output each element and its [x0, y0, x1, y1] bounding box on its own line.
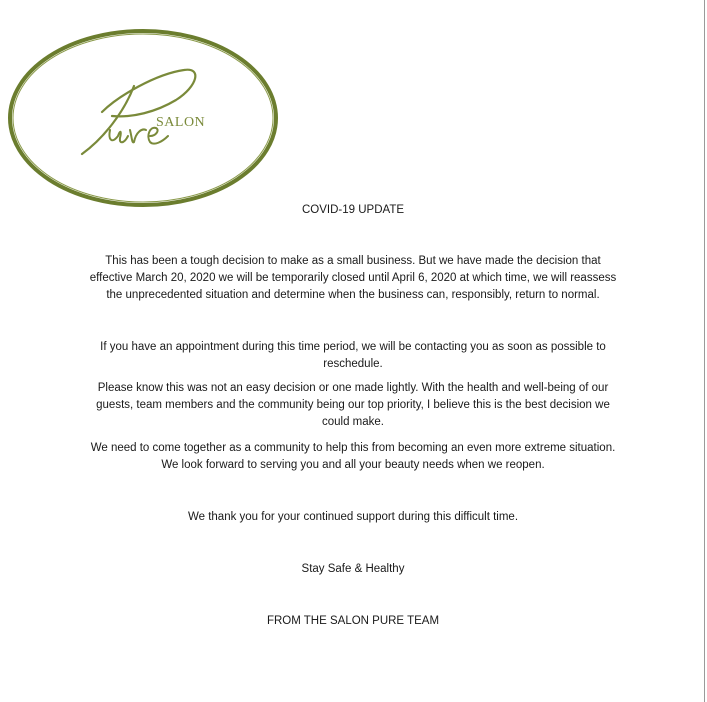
paragraph-line: This has been a tough decision to make as a small business. But we have made the decision that — [105, 255, 601, 267]
document-title — [60, 202, 646, 219]
logo-letter-e — [148, 128, 168, 144]
paragraph-line: the unprecedented situation and determine when the business can, responsibly, return to normal. — [106, 289, 600, 301]
paragraph-closure-notice — [60, 253, 646, 304]
paragraph-line: effective March 20, 2020 we will be temporarily closed until April 6, 2020 at which time, we will reassess — [89, 272, 617, 284]
paragraph-line: We need to come together as a community to help this from becoming an even more extreme situation. — [90, 442, 616, 454]
logo-p-stem — [82, 86, 134, 154]
logo-salon-text: SALON — [156, 115, 206, 130]
page-edge-divider — [704, 0, 705, 702]
logo-graphic — [6, 26, 282, 212]
paragraph-appointments — [60, 339, 646, 373]
paragraph-decision — [60, 380, 646, 431]
paragraph-line: reschedule. — [323, 358, 383, 370]
paragraph-line: could make. — [321, 416, 384, 428]
paragraph-thanks — [60, 509, 646, 526]
logo-letter-r — [130, 130, 146, 143]
paragraph-community — [60, 440, 646, 474]
paragraph-line: We thank you for your continued support during this difficult time. — [187, 511, 519, 523]
logo-ring — [10, 31, 276, 205]
paragraph-line: Please know this was not an easy decision or one made lightly. With the health and well-being of our — [97, 382, 609, 394]
paragraph-line: If you have an appointment during this time period, we will be contacting you as soon as possible to — [100, 341, 606, 353]
title-text: COVID-19 UPDATE — [301, 204, 405, 216]
logo-p-bowl — [102, 70, 195, 117]
paragraph-line: We look forward to serving you and all your beauty needs when we reopen. — [161, 459, 545, 471]
team-text: FROM THE SALON PURE TEAM — [266, 615, 440, 627]
paragraph-line: guests, team members and the community being our top priority, I believe this is the best decision we — [96, 399, 610, 411]
logo-letter-u — [109, 130, 128, 142]
logo-ring-inner — [13, 34, 273, 202]
signoff-text: Stay Safe & Healthy — [301, 563, 405, 575]
salon-pure-logo — [6, 26, 282, 212]
team-signature — [60, 613, 646, 630]
signoff — [60, 561, 646, 578]
